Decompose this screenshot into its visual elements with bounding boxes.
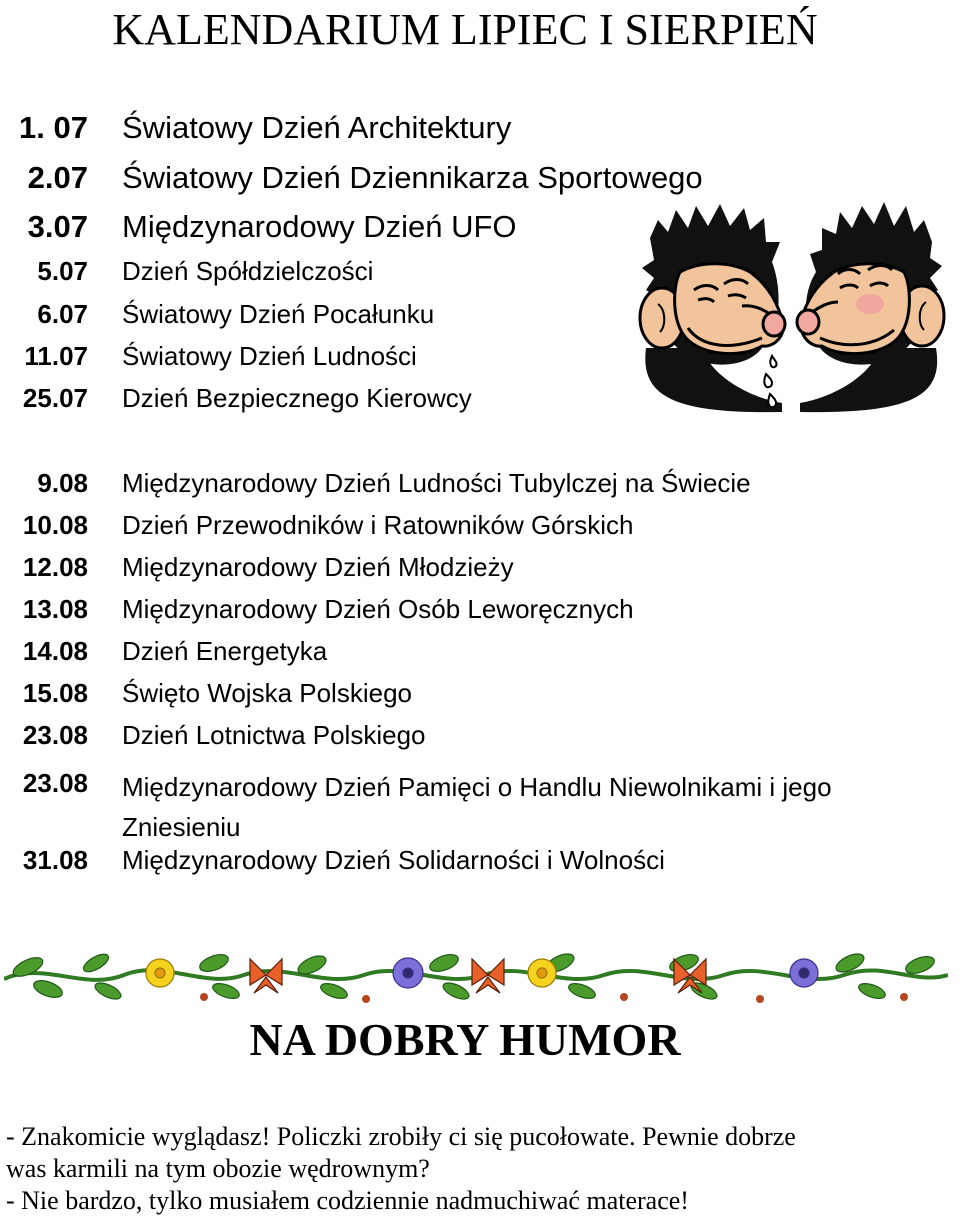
event-name: Międzynarodowy Dzień UFO <box>122 209 517 244</box>
event-name: Dzień Energetyka <box>122 636 328 666</box>
event-date: 13.08 <box>22 594 88 624</box>
event-name: Dzień Spółdzielczości <box>122 256 374 286</box>
event-date: 12.08 <box>22 552 88 582</box>
event-name: Światowy Dzień Ludności <box>122 341 417 371</box>
humor-title: NA DOBRY HUMOR <box>249 1014 681 1065</box>
event-date: 11.07 <box>24 341 88 371</box>
event-date: 23.08 <box>22 768 88 798</box>
event-date: 2.07 <box>27 160 88 195</box>
event-date: 1. 07 <box>19 110 88 145</box>
event-name: Dzień Lotnictwa Polskiego <box>122 720 426 750</box>
event-date: 10.08 <box>22 510 88 540</box>
page-title: KALENDARIUM LIPIEC I SIERPIEŃ <box>112 5 818 54</box>
event-name: Dzień Przewodników i Ratowników Górskich <box>122 510 634 540</box>
kissing-monkeys-illustration <box>632 198 950 416</box>
event-date: 15.08 <box>22 678 88 708</box>
event-date: 3.07 <box>27 209 88 244</box>
event-name: Międzynarodowy Dzień Solidarności i Wolności <box>122 845 665 875</box>
event-name: Międzynarodowy Dzień Ludności Tubylczej na Świecie <box>122 468 751 498</box>
event-date: 14.08 <box>22 636 88 666</box>
joke-line: - Nie bardzo, tylko musiałem codziennie nadmuchiwać materace! <box>6 1186 689 1215</box>
right-monkey <box>797 202 944 412</box>
left-monkey <box>640 204 785 412</box>
event-date: 31.08 <box>22 845 88 875</box>
event-date: 6.07 <box>37 299 88 329</box>
event-name: Międzynarodowy Dzień Osób Leworęcznych <box>122 594 634 624</box>
event-name: Dzień Bezpiecznego Kierowcy <box>122 383 472 413</box>
joke-line: - Znakomicie wyglądasz! Policzki zrobiły ci się pucołowate. Pewnie dobrze <box>6 1122 796 1151</box>
event-name: Międzynarodowy Dzień Pamięci o Handlu Niewolnikami i jego Zniesieniu <box>122 772 832 842</box>
event-name: Światowy Dzień Architektury <box>122 110 512 145</box>
event-name: Święto Wojska Polskiego <box>122 678 412 708</box>
event-name: Światowy Dzień Pocałunku <box>122 299 435 329</box>
event-date: 5.07 <box>37 256 88 286</box>
event-date: 9.08 <box>37 468 88 498</box>
event-name: Międzynarodowy Dzień Młodzieży <box>122 552 514 582</box>
event-date: 23.08 <box>22 720 88 750</box>
flower-vine-divider <box>4 945 948 1007</box>
event-date: 25.07 <box>22 383 88 413</box>
joke-line: was karmili na tym obozie wędrownym? <box>6 1154 430 1183</box>
event-name: Światowy Dzień Dziennikarza Sportowego <box>122 160 703 195</box>
